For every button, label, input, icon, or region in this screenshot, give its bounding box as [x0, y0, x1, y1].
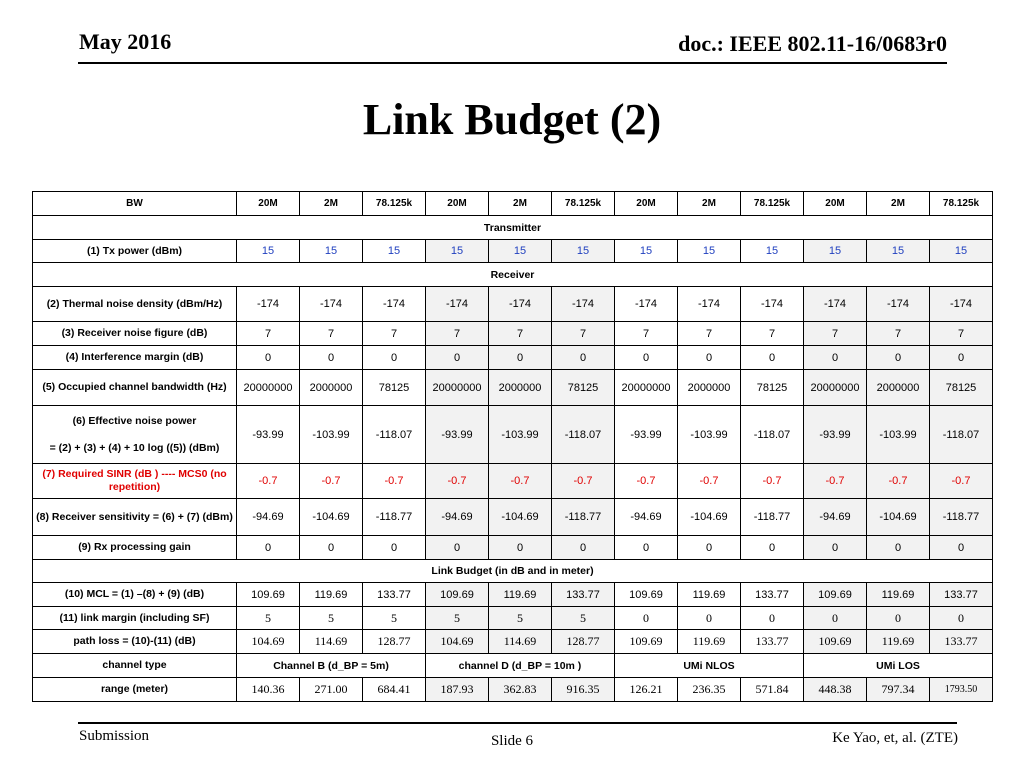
value-cell: 109.69 [804, 583, 867, 607]
value-cell: 15 [867, 240, 930, 263]
value-cell: -104.69 [489, 499, 552, 536]
value-cell: 2000000 [300, 370, 363, 406]
value-cell: 0 [867, 346, 930, 370]
row-label: (8) Receiver sensitivity = (6) + (7) (dBm) [33, 499, 237, 536]
value-cell: -93.99 [615, 406, 678, 464]
value-cell: 104.69 [237, 630, 300, 654]
value-cell: 0 [489, 536, 552, 560]
value-cell: -118.77 [363, 499, 426, 536]
value-cell: 7 [930, 322, 993, 346]
value-cell: -118.77 [552, 499, 615, 536]
bw-cell: 20M [804, 192, 867, 216]
footer-rule [78, 722, 957, 724]
value-cell: 7 [426, 322, 489, 346]
row-label: (11) link margin (including SF) [33, 607, 237, 630]
value-cell: -0.7 [867, 464, 930, 499]
value-cell: 5 [300, 607, 363, 630]
value-cell: 236.35 [678, 678, 741, 702]
row-label: (10) MCL = (1) –(8) + (9) (dB) [33, 583, 237, 607]
bw-cell: 78.125k [930, 192, 993, 216]
value-cell: -0.7 [804, 464, 867, 499]
value-cell: -118.07 [552, 406, 615, 464]
value-cell: 0 [930, 607, 993, 630]
value-cell: -0.7 [426, 464, 489, 499]
value-cell: 5 [363, 607, 426, 630]
header-date: May 2016 [79, 29, 172, 54]
bw-cell: 78.125k [741, 192, 804, 216]
value-cell: 114.69 [489, 630, 552, 654]
value-cell: 7 [489, 322, 552, 346]
value-cell: 20000000 [804, 370, 867, 406]
value-cell: 119.69 [489, 583, 552, 607]
value-cell: 109.69 [804, 630, 867, 654]
channel-group: UMi LOS [804, 654, 993, 678]
table-row-noise_power [33, 406, 993, 464]
value-cell: -0.7 [363, 464, 426, 499]
value-cell: 20000000 [615, 370, 678, 406]
value-cell: 119.69 [678, 630, 741, 654]
table-row-mcl [33, 583, 993, 607]
bw-label: BW [33, 192, 237, 216]
channel-group: channel D (d_BP = 10m ) [426, 654, 615, 678]
value-cell: 126.21 [615, 678, 678, 702]
slide-title: Link Budget (2) [362, 95, 662, 144]
bw-cell: 78.125k [363, 192, 426, 216]
value-cell: -174 [930, 287, 993, 322]
row-label [33, 406, 237, 464]
table-row-noise_figure [33, 322, 993, 346]
value-cell: 15 [678, 240, 741, 263]
value-cell: -174 [867, 287, 930, 322]
header-doc-id: doc.: IEEE 802.11-16/0683r0 [678, 31, 947, 56]
value-cell: 119.69 [867, 630, 930, 654]
value-cell: 0 [678, 346, 741, 370]
row-label-line2: = (2) + (3) + (4) + 10 log ((5)) (dBm) [49, 441, 220, 454]
value-cell: 0 [237, 536, 300, 560]
value-cell: 0 [804, 346, 867, 370]
value-cell: 78125 [363, 370, 426, 406]
value-cell: 7 [363, 322, 426, 346]
value-cell: 7 [300, 322, 363, 346]
header-rule [78, 62, 947, 64]
value-cell: -0.7 [552, 464, 615, 499]
channel-group: Channel B (d_BP = 5m) [237, 654, 426, 678]
value-cell: 133.77 [930, 583, 993, 607]
footer-slide-number: Slide 6 [490, 733, 534, 749]
value-cell: -174 [426, 287, 489, 322]
value-cell: 109.69 [426, 583, 489, 607]
value-cell: -103.99 [300, 406, 363, 464]
value-cell: -93.99 [804, 406, 867, 464]
value-cell: 0 [741, 536, 804, 560]
value-cell: -174 [363, 287, 426, 322]
value-cell: -94.69 [237, 499, 300, 536]
value-cell: 0 [867, 536, 930, 560]
value-cell: 0 [426, 346, 489, 370]
value-cell: -174 [741, 287, 804, 322]
value-cell: 7 [615, 322, 678, 346]
value-cell: 5 [237, 607, 300, 630]
value-cell: 7 [741, 322, 804, 346]
value-cell: 133.77 [363, 583, 426, 607]
value-cell: 133.77 [552, 583, 615, 607]
value-cell: 15 [804, 240, 867, 263]
value-cell: 15 [237, 240, 300, 263]
bw-cell: 20M [615, 192, 678, 216]
value-cell: 0 [426, 536, 489, 560]
section-transmitter: Transmitter [33, 216, 993, 240]
table-row-tx_power [33, 240, 993, 263]
link-budget-table [32, 191, 993, 702]
value-cell: 15 [489, 240, 552, 263]
value-cell: -104.69 [867, 499, 930, 536]
value-cell: 0 [741, 607, 804, 630]
value-cell: 109.69 [237, 583, 300, 607]
row-label: channel type [33, 654, 237, 678]
value-cell: 7 [678, 322, 741, 346]
value-cell: 2000000 [678, 370, 741, 406]
value-cell: 5 [552, 607, 615, 630]
value-cell: -118.07 [741, 406, 804, 464]
table-row-section [33, 560, 993, 583]
value-cell: 109.69 [615, 583, 678, 607]
value-cell: 15 [930, 240, 993, 263]
value-cell: -0.7 [300, 464, 363, 499]
value-cell: 20000000 [426, 370, 489, 406]
value-cell: -0.7 [930, 464, 993, 499]
table-row-section [33, 216, 993, 240]
value-cell: 0 [552, 346, 615, 370]
channel-group: UMi NLOS [615, 654, 804, 678]
value-cell: 119.69 [867, 583, 930, 607]
value-cell: 271.00 [300, 678, 363, 702]
value-cell: -93.99 [426, 406, 489, 464]
value-cell: 362.83 [489, 678, 552, 702]
value-cell: 448.38 [804, 678, 867, 702]
value-cell: -0.7 [489, 464, 552, 499]
value-cell: -104.69 [678, 499, 741, 536]
value-cell: -103.99 [867, 406, 930, 464]
table-row-link_margin [33, 607, 993, 630]
row-label: (9) Rx processing gain [33, 536, 237, 560]
value-cell: 15 [426, 240, 489, 263]
value-cell: 0 [489, 346, 552, 370]
section-link_budget: Link Budget (in dB and in meter) [33, 560, 993, 583]
value-cell: -0.7 [615, 464, 678, 499]
value-cell: 684.41 [363, 678, 426, 702]
value-cell: -94.69 [426, 499, 489, 536]
value-cell: 0 [804, 536, 867, 560]
value-cell: 140.36 [237, 678, 300, 702]
value-cell: 78125 [930, 370, 993, 406]
value-cell: -0.7 [237, 464, 300, 499]
section-receiver: Receiver [33, 263, 993, 287]
table-row-thermal [33, 287, 993, 322]
value-cell: 128.77 [552, 630, 615, 654]
value-cell: 109.69 [615, 630, 678, 654]
value-cell: -118.07 [930, 406, 993, 464]
table-row-channel_type [33, 654, 993, 678]
row-label: (3) Receiver noise figure (dB) [33, 322, 237, 346]
bw-cell: 20M [426, 192, 489, 216]
value-cell: -94.69 [615, 499, 678, 536]
value-cell: 20000000 [237, 370, 300, 406]
bw-cell: 2M [678, 192, 741, 216]
value-cell: 7 [552, 322, 615, 346]
table-row-path_loss [33, 630, 993, 654]
value-cell: 0 [804, 607, 867, 630]
bw-cell: 78.125k [552, 192, 615, 216]
row-label: (4) Interference margin (dB) [33, 346, 237, 370]
bw-cell: 2M [867, 192, 930, 216]
value-cell: 0 [615, 607, 678, 630]
value-cell: 78125 [741, 370, 804, 406]
value-cell: 15 [300, 240, 363, 263]
value-cell: 0 [930, 536, 993, 560]
table-row-proc_gain [33, 536, 993, 560]
value-cell: 15 [363, 240, 426, 263]
value-cell: -174 [237, 287, 300, 322]
value-cell: 0 [678, 536, 741, 560]
value-cell: 0 [363, 536, 426, 560]
value-cell: -0.7 [678, 464, 741, 499]
value-cell: -118.77 [930, 499, 993, 536]
value-cell: -174 [615, 287, 678, 322]
row-label: (2) Thermal noise density (dBm/Hz) [33, 287, 237, 322]
value-cell: 571.84 [741, 678, 804, 702]
value-cell: -93.99 [237, 406, 300, 464]
bw-cell: 2M [300, 192, 363, 216]
value-cell: 119.69 [300, 583, 363, 607]
row-label: (1) Tx power (dBm) [33, 240, 237, 263]
value-cell: 0 [678, 607, 741, 630]
value-cell: 1793.50 [930, 678, 993, 702]
value-cell: 7 [804, 322, 867, 346]
value-cell: 15 [552, 240, 615, 263]
value-cell: 15 [741, 240, 804, 263]
value-cell: 5 [426, 607, 489, 630]
value-cell: 2000000 [489, 370, 552, 406]
value-cell: 0 [930, 346, 993, 370]
value-cell: -0.7 [741, 464, 804, 499]
row-label: (5) Occupied channel bandwidth (Hz) [33, 370, 237, 406]
row-label: (7) Required SINR (dB ) ---- MCS0 (no repetition) [33, 464, 237, 499]
value-cell: 7 [867, 322, 930, 346]
value-cell: -94.69 [804, 499, 867, 536]
value-cell: 187.93 [426, 678, 489, 702]
value-cell: 78125 [552, 370, 615, 406]
table-row-range [33, 678, 993, 702]
value-cell: -103.99 [678, 406, 741, 464]
value-cell: 797.34 [867, 678, 930, 702]
value-cell: 916.35 [552, 678, 615, 702]
table-row-section [33, 263, 993, 287]
value-cell: -103.99 [489, 406, 552, 464]
value-cell: 119.69 [678, 583, 741, 607]
value-cell: 133.77 [741, 583, 804, 607]
value-cell: -174 [489, 287, 552, 322]
value-cell: -174 [678, 287, 741, 322]
footer-author: Ke Yao, et, al. (ZTE) [832, 730, 958, 746]
value-cell: 0 [552, 536, 615, 560]
value-cell: 128.77 [363, 630, 426, 654]
value-cell: 0 [300, 536, 363, 560]
row-label-line1: (6) Effective noise power [72, 414, 197, 427]
value-cell: 15 [615, 240, 678, 263]
value-cell: -118.77 [741, 499, 804, 536]
value-cell: -174 [300, 287, 363, 322]
table-row-sensitivity [33, 499, 993, 536]
value-cell: -104.69 [300, 499, 363, 536]
row-label: path loss = (10)-(11) (dB) [33, 630, 237, 654]
row-label: range (meter) [33, 678, 237, 702]
value-cell: 0 [363, 346, 426, 370]
value-cell: 0 [300, 346, 363, 370]
value-cell: 114.69 [300, 630, 363, 654]
value-cell: 7 [237, 322, 300, 346]
value-cell: 0 [867, 607, 930, 630]
table-row-interference [33, 346, 993, 370]
value-cell: 133.77 [930, 630, 993, 654]
bw-cell: 20M [237, 192, 300, 216]
value-cell: 0 [615, 346, 678, 370]
footer-submission: Submission [79, 728, 150, 744]
value-cell: -118.07 [363, 406, 426, 464]
value-cell: -174 [804, 287, 867, 322]
value-cell: 0 [615, 536, 678, 560]
value-cell: 2000000 [867, 370, 930, 406]
table-row-bandwidth [33, 370, 993, 406]
table-row-bw [33, 192, 993, 216]
value-cell: 0 [237, 346, 300, 370]
table-row-sinr [33, 464, 993, 499]
value-cell: 5 [489, 607, 552, 630]
value-cell: -174 [552, 287, 615, 322]
bw-cell: 2M [489, 192, 552, 216]
value-cell: 104.69 [426, 630, 489, 654]
value-cell: 0 [741, 346, 804, 370]
value-cell: 133.77 [741, 630, 804, 654]
